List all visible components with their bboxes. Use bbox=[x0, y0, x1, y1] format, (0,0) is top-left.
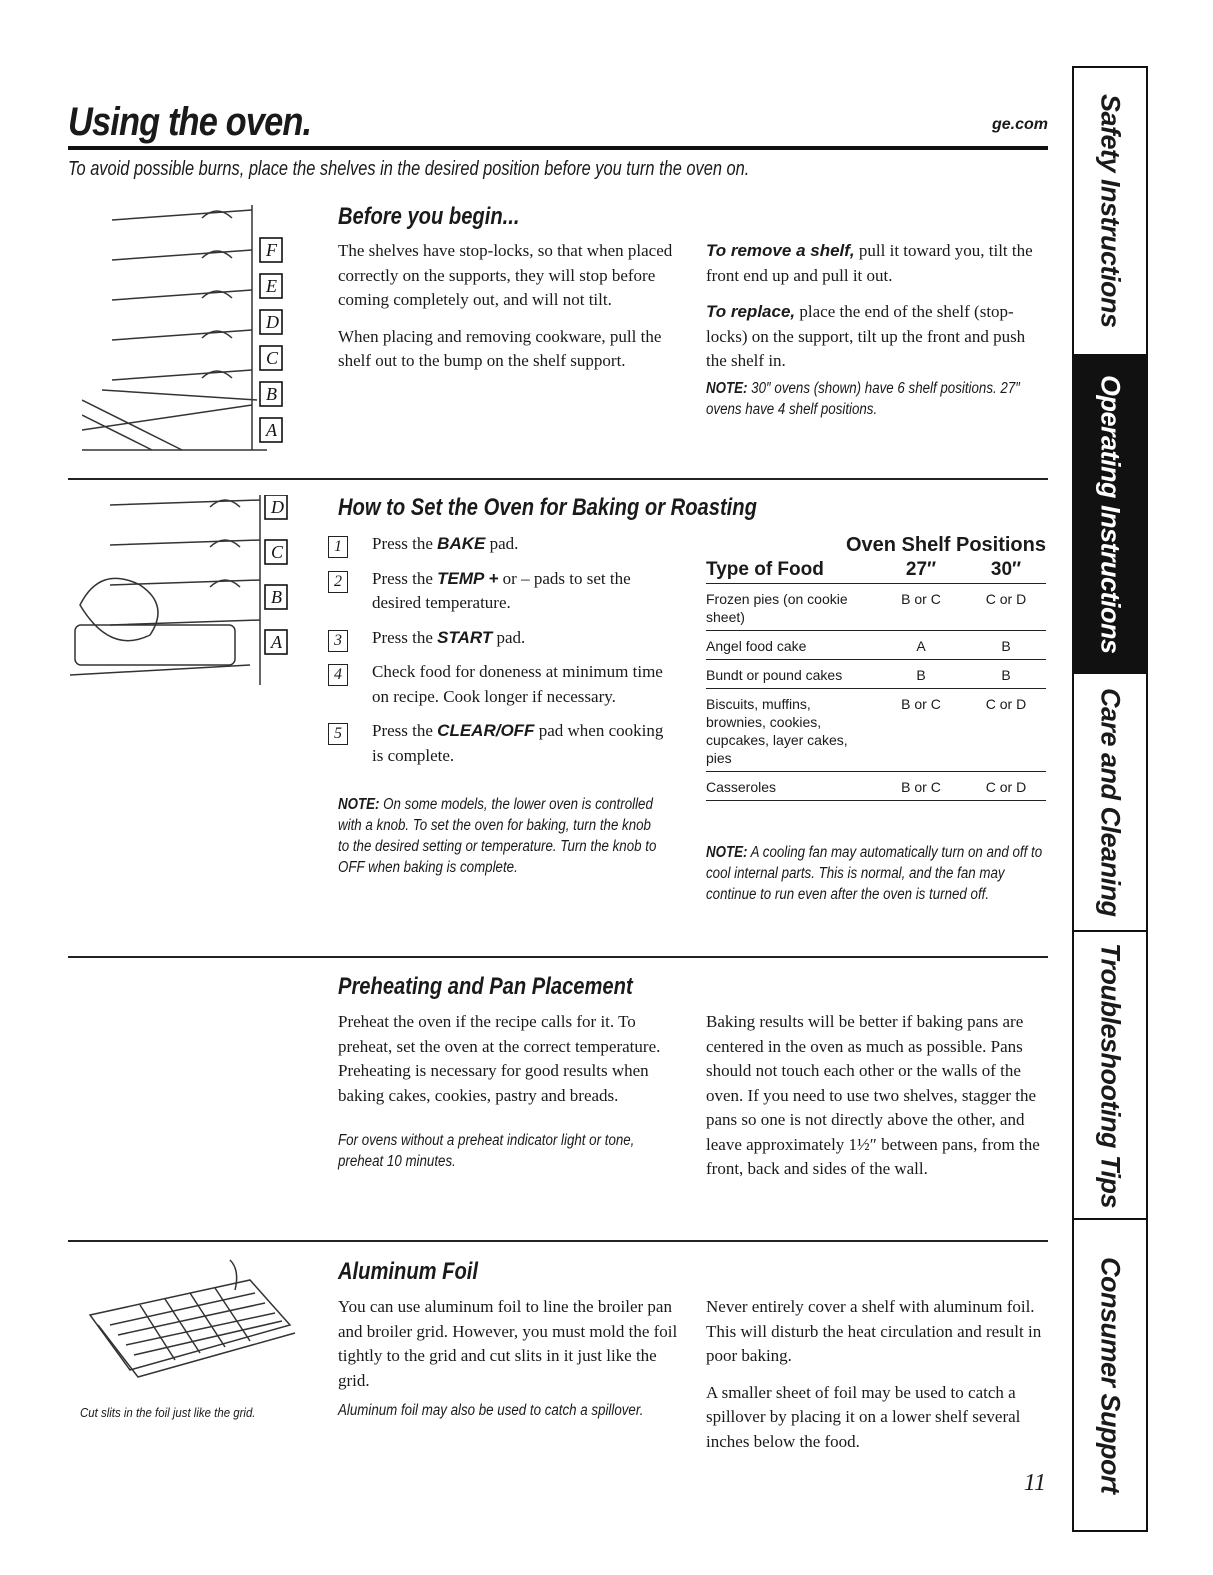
foil-right-column bbox=[706, 1295, 1046, 1466]
table-row bbox=[706, 660, 1046, 689]
divider-1 bbox=[68, 478, 1048, 480]
shelf-letter: D bbox=[271, 497, 284, 517]
fan-note bbox=[706, 842, 1046, 905]
step-number: 4 bbox=[328, 664, 348, 686]
preheat-left-column bbox=[338, 1010, 678, 1120]
shelf-30-cell: C or D bbox=[966, 689, 1046, 772]
baking-step bbox=[328, 532, 678, 557]
remove-lead: To remove a shelf, bbox=[706, 241, 855, 260]
before-left-column bbox=[338, 239, 678, 386]
divider-2 bbox=[68, 956, 1048, 958]
before-you-begin-title: Before you begin... bbox=[338, 203, 520, 230]
page-title: Using the oven. bbox=[68, 100, 312, 144]
table-row bbox=[706, 689, 1046, 772]
foil-caption: Cut slits in the foil just like the grid. bbox=[80, 1405, 256, 1420]
shelf-letter: A bbox=[271, 632, 282, 652]
shelf-positions-illustration bbox=[82, 200, 302, 455]
knob-note-text: On some models, the lower oven is controlled with a knob. To set the oven for baking, turn the knob to the desired setting or temperature. Turn the knob to OFF when baking is complete. bbox=[338, 796, 657, 876]
fan-note-text: A cooling fan may automatically turn on and off to cool internal parts. This is normal, and the fan may continue to run even after the oven is turned off. bbox=[706, 844, 1043, 903]
baking-step bbox=[328, 719, 678, 768]
fan-note-lead: NOTE: bbox=[706, 844, 748, 861]
step-text: Press the bbox=[372, 627, 438, 647]
shelf-27-cell: A bbox=[876, 631, 966, 660]
remove-text: pull it toward you, tilt the front end up and pull it out. bbox=[706, 241, 1033, 285]
preheat-paragraph: Preheat the oven if the recipe calls for it. To preheat, set the oven at the correct temperature. Preheating is necessary for good results when baking cakes, cookies, pastry and breads. bbox=[338, 1012, 661, 1105]
baking-step bbox=[328, 567, 678, 616]
note-lead: NOTE: bbox=[706, 380, 748, 397]
title-rule bbox=[68, 146, 1048, 150]
food-cell: Frozen pies (on cookie sheet) bbox=[706, 584, 876, 631]
col-food: Type of Food bbox=[706, 559, 876, 584]
baking-step bbox=[328, 660, 678, 709]
foil-paragraph-4: A smaller sheet of foil may be used to catch a spillover by placing it on a lower shelf several inches below the food. bbox=[706, 1382, 1021, 1451]
aluminum-foil-title: Aluminum Foil bbox=[338, 1258, 478, 1285]
tab-consumer-support[interactable]: Consumer Support bbox=[1095, 1256, 1126, 1494]
shelf-30-cell: C or D bbox=[966, 584, 1046, 631]
knob-note bbox=[338, 794, 665, 878]
divider-3 bbox=[68, 1240, 1048, 1242]
step-text: Press the bbox=[372, 534, 438, 553]
step-key: TEMP + bbox=[437, 568, 499, 588]
shelf-letter: D bbox=[266, 312, 279, 332]
burn-warning: To avoid possible burns, place the shelves in the desired position before you turn the oven on. bbox=[68, 158, 750, 180]
step-text-end: pad. bbox=[485, 534, 519, 553]
step-key: BAKE bbox=[437, 534, 486, 553]
preheat-title: Preheating and Pan Placement bbox=[338, 973, 633, 1000]
shelf-27-cell: B bbox=[876, 660, 966, 689]
tab-operating-instructions[interactable]: Operating Instructions bbox=[1074, 356, 1146, 674]
col-27: 27″ bbox=[876, 559, 966, 584]
step-number: 3 bbox=[328, 630, 348, 652]
step-number: 2 bbox=[328, 571, 348, 593]
step-text: Press the bbox=[372, 568, 438, 588]
remove-shelf-paragraph bbox=[706, 239, 1046, 288]
knob-note-lead: NOTE: bbox=[338, 796, 380, 813]
shelf-letter: E bbox=[266, 276, 277, 296]
foil-paragraph-1: You can use aluminum foil to line the broiler pan and broiler grid. However, you must mold the foil tightly to the grid and cut slits in it just like the grid. bbox=[338, 1297, 678, 1390]
oven-bake-illustration bbox=[70, 495, 300, 695]
food-cell: Bundt or pound cakes bbox=[706, 660, 876, 689]
table-row bbox=[706, 584, 1046, 631]
shelf-count-note bbox=[706, 378, 1041, 420]
shelf-letter: C bbox=[271, 542, 284, 562]
note-text: 30″ ovens (shown) have 6 shelf positions. 27″ ovens have 4 shelf positions. bbox=[706, 380, 1020, 418]
baking-title: How to Set the Oven for Baking or Roasting bbox=[338, 494, 757, 521]
page-number: 11 bbox=[1023, 1470, 1046, 1496]
before-right-column bbox=[706, 239, 1046, 382]
col-30: 30″ bbox=[966, 559, 1046, 584]
replace-shelf-paragraph bbox=[706, 300, 1046, 374]
shelf-27-cell: B or C bbox=[876, 584, 966, 631]
baking-steps bbox=[328, 532, 678, 778]
step-key: START bbox=[437, 627, 493, 647]
step-text-end: pad when cooking is complete. bbox=[372, 721, 664, 765]
section-tabs bbox=[1072, 66, 1148, 1532]
step-text-end: or – pads to set the desired temperature. bbox=[372, 568, 631, 612]
shelf-30-cell: B bbox=[966, 660, 1046, 689]
food-cell: Casseroles bbox=[706, 772, 876, 801]
preheat-note: For ovens without a preheat indicator light or tone, preheat 10 minutes. bbox=[338, 1132, 635, 1170]
site-url: ge.com bbox=[991, 116, 1048, 133]
step-key: CLEAR/OFF bbox=[437, 721, 535, 740]
replace-lead: To replace, bbox=[706, 302, 796, 321]
step-text-end: pad. bbox=[492, 627, 526, 647]
shelf-letter: B bbox=[266, 384, 277, 404]
broiler-pan-illustration bbox=[80, 1255, 300, 1395]
foil-left-column bbox=[338, 1295, 678, 1405]
table-row bbox=[706, 631, 1046, 660]
shelf-30-cell: C or D bbox=[966, 772, 1046, 801]
tab-troubleshooting-tips[interactable]: Troubleshooting Tips bbox=[1074, 932, 1146, 1220]
tab-care-and-cleaning[interactable]: Care and Cleaning bbox=[1074, 674, 1146, 932]
shelf-27-cell: B or C bbox=[876, 689, 966, 772]
cookware-paragraph: When placing and removing cookware, pull the shelf out to the bump on the shelf support. bbox=[338, 326, 662, 370]
shelf-letter: A bbox=[266, 420, 277, 440]
step-text: Check food for doneness at minimum time on recipe. Cook longer if necessary. bbox=[372, 662, 663, 706]
shelf-30-cell: B bbox=[966, 631, 1046, 660]
tab-safety-instructions[interactable]: Safety Instructions bbox=[1074, 68, 1146, 356]
shelf-letter: C bbox=[266, 348, 279, 368]
shelf-letter: F bbox=[266, 240, 277, 260]
shelf-table bbox=[706, 559, 1046, 801]
foil-spillover-note: Aluminum foil may also be used to catch a spillover. bbox=[338, 1402, 644, 1419]
step-text: Press the bbox=[372, 721, 438, 740]
replace-text: place the end of the shelf (stop-locks) on the support, tilt up the front and push the shelf in. bbox=[706, 302, 1026, 370]
foil-paragraph-3: Never entirely cover a shelf with aluminum foil. This will disturb the heat circulation and result in poor baking. bbox=[706, 1297, 1042, 1365]
shelf-position-table bbox=[706, 534, 1046, 801]
step-number: 1 bbox=[328, 536, 348, 558]
stop-locks-paragraph: The shelves have stop-locks, so that when placed correctly on the supports, they will stop before coming completely out, and will not tilt. bbox=[338, 241, 673, 309]
food-cell: Biscuits, muffins, brownies, cookies, cupcakes, layer cakes, pies bbox=[706, 689, 876, 772]
table-row bbox=[706, 772, 1046, 801]
step-number: 5 bbox=[328, 723, 348, 745]
table-title: Oven Shelf Positions bbox=[845, 534, 1046, 556]
shelf-27-cell: B or C bbox=[876, 772, 966, 801]
baking-step bbox=[328, 626, 678, 651]
shelf-letter: B bbox=[271, 587, 282, 607]
pan-placement-paragraph: Baking results will be better if baking pans are centered in the oven as much as possible. Pans should not touch each other or the walls of the oven. If you need to use two shelves, stagger the pans so one is not directly above the other, and leave approximately 1½″ between pans, from the front, back and sides of the wall. bbox=[706, 1012, 1040, 1178]
food-cell: Angel food cake bbox=[706, 631, 876, 660]
